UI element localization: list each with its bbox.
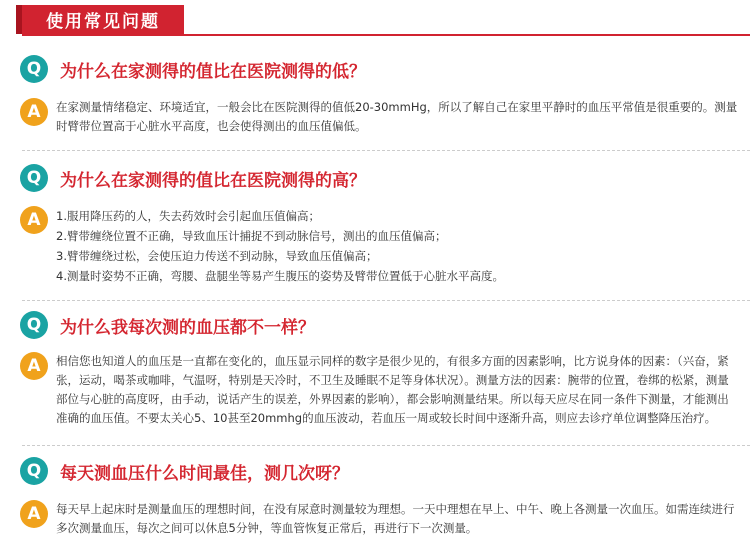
answer-line: 在家测量情绪稳定、环境适宜，一般会比在医院测得的值低20-30mmHg，所以了解自己在家里平静时的血压平常值是很重要的。测量时臂带位置高于心脏水平高度，也会使得测出的血压值偏低。 (56, 100, 738, 133)
answer-row (20, 98, 738, 136)
answer-line: 2.臂带缠绕位置不正确，导致血压计捕捉不到动脉信号，测出的血压值偏高； (56, 229, 447, 243)
answer-line: 相信您也知道人的血压是一直都在变化的，血压显示同样的数字是很少见的，有很多方面的因素影响，比方说身体的因素：（兴奋，紧张，运动，喝茶或咖啡，气温呀，特别是天冷时，不卫生及睡眠不足等身体状况）。测量方法的因素：腕带的位置，卷绑的松紧，测量部位与心脏的高度呀，由手动，说话产生的误差，外界因素的影响），都会影响测量结果。所以每天应尽在同一条件下测量，才能测出准确的血压值。不要太关心5、10甚至20mmhg的血压波动，若血压一周或较长时间中逐渐升高，则应去诊疗单位调整降压治疗。 (56, 354, 729, 425)
title-divider (22, 34, 750, 36)
question-row (20, 54, 366, 84)
divider (22, 445, 750, 446)
answer-line: 3.臂带缠绕过松，会使压迫力传送不到动脉，导致血压值偏高； (56, 249, 378, 263)
q-badge-icon: Q (20, 164, 48, 192)
answer-text (56, 352, 738, 428)
divider (22, 150, 750, 151)
question-text: 为什么在家测得的值比在医院测得的高？ (60, 170, 366, 191)
answer-row (20, 500, 738, 538)
answer-text (56, 500, 738, 538)
q-badge-icon: Q (20, 311, 48, 339)
answer-text (56, 206, 504, 286)
answer-line: 1.服用降压药的人，失去药效时会引起血压值偏高； (56, 209, 320, 223)
question-text: 为什么我每次测的血压都不一样？ (60, 317, 315, 338)
a-badge-icon: A (20, 500, 48, 528)
q-badge-icon: Q (20, 457, 48, 485)
question-row (20, 163, 366, 193)
answer-row (20, 352, 738, 428)
question-row (20, 310, 315, 340)
question-text: 每天测血压什么时间最佳，测几次呀？ (60, 463, 349, 484)
answer-text (56, 98, 738, 136)
question-row (20, 456, 349, 486)
section-title: 使用常见问题 (22, 5, 184, 34)
answer-line: 每天早上起床时是测量血压的理想时间，在没有尿意时测量较为理想。一天中理想在早上、中午、晚上各测量一次血压。如需连续进行多次测量血压，每次之间可以休息5分钟，等血管恢复正常后，再进行下一次测量。 (56, 502, 735, 535)
answer-line: 4.测量时姿势不正确，弯腰、盘腿坐等易产生腹压的姿势及臂带位置低于心脏水平高度。 (56, 269, 504, 283)
a-badge-icon: A (20, 206, 48, 234)
q-badge-icon: Q (20, 55, 48, 83)
answer-row (20, 206, 738, 286)
a-badge-icon: A (20, 98, 48, 126)
divider (22, 300, 750, 301)
a-badge-icon: A (20, 352, 48, 380)
question-text: 为什么在家测得的值比在医院测得的低？ (60, 61, 366, 82)
